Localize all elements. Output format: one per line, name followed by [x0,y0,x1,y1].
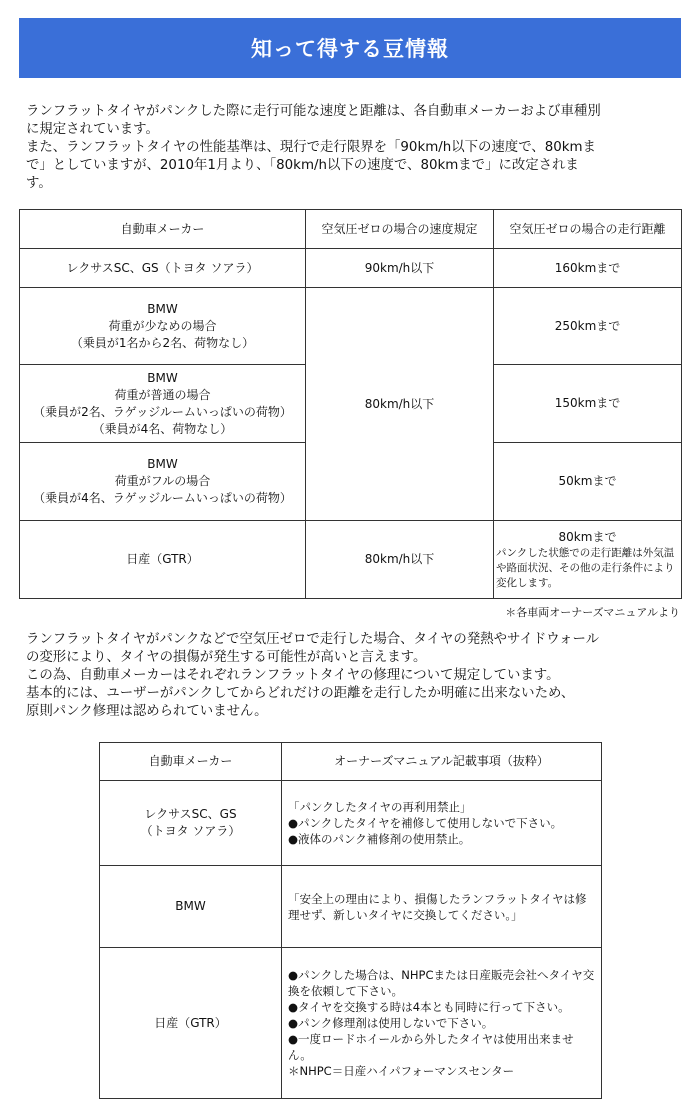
header-speed: 空気圧ゼロの場合の速度規定 [306,210,494,249]
intro-paragraph [26,103,601,193]
maker-line: （トヨタ ソアラ） [140,824,241,838]
intro-line: また、ランフラットタイヤの性能基準は、現行で走行限界を「90km/h以下の速度で、80kmま [26,140,596,155]
header-maker: 自動車メーカー [20,210,306,249]
maker-line: 荷重が普通の場合 [114,387,211,402]
manual-line: ●パンク修理剤は使用しないで下さい。 [288,1016,494,1030]
manual-line: 「安全上の理由により、損傷したランフラットタイヤは修理せず、新しいタイヤに交換してください。」 [288,891,587,922]
distance-cell: 150kmまで [494,365,682,443]
distance-cell: 50kmまで [494,443,682,521]
maker-cell [20,288,306,365]
table-row [20,288,682,365]
table-footnote: ＊各車両オーナーズマニュアルより [505,606,680,619]
manual-line: ●パンクした場合は、NHPCまたは日産販売会社へタイヤ交換を依頼して下さい。 [288,968,595,998]
manual-line: ●タイヤを交換する時は4本とも同時に行って下さい。 [288,1000,570,1014]
body-line: ランフラットタイヤがパンクなどで空気圧ゼロで走行した場合、タイヤの発熱やサイドウォール [26,632,599,647]
header-manual: オーナーズマニュアル記載事項（抜粋） [282,743,602,781]
page-banner [19,18,681,78]
distance-cell [494,521,682,599]
distance-value: 80kmまで [558,529,617,544]
header-maker: 自動車メーカー [100,743,282,781]
manual-line: 「パンクしたタイヤの再利用禁止」 [288,800,472,814]
maker-line: （乗員が4名、ラゲッジルームいっぱいの荷物） [33,491,292,505]
maker-cell: 日産（GTR） [20,521,306,599]
manual-line: ●液体のパンク補修剤の使用禁止。 [288,832,471,846]
intro-line: す。 [26,176,52,191]
maker-line: （乗員が1名から2名、荷物なし） [70,335,255,350]
manual-cell [282,781,602,866]
body-line: この為、自動車メーカーはそれぞれランフラットタイヤの修理について規定しています。 [26,668,560,683]
maker-line: BMW [147,370,178,385]
body-line: の変形により、タイヤの損傷が発生する可能性が高いと言えます。 [26,650,427,665]
manual-cell [282,866,602,948]
intro-line: に規定されています。 [26,122,159,137]
maker-line: BMW [147,457,178,471]
table-row [20,521,682,599]
header-distance: 空気圧ゼロの場合の走行距離 [494,210,682,249]
distance-cell: 160kmまで [494,249,682,288]
speed-cell: 90km/h以下 [306,249,494,288]
intro-line: で」としていますが、2010年1月より、「80km/h以下の速度で、80kmまで」に改定されま [26,158,579,173]
banner-title: 知って得する豆情報 [251,37,449,61]
maker-cell: BMW [100,866,282,948]
table-row [20,249,682,288]
maker-cell [20,365,306,443]
distance-note: パンクした状態での走行距離は外気温や路面状況、その他の走行条件により変化します。 [496,546,675,589]
maker-line: 荷重が少なめの場合 [108,318,217,333]
maker-cell [20,443,306,521]
maker-line: BMW [147,301,178,316]
maker-line: 荷重がフルの場合 [114,474,211,488]
maker-line: （乗員が2名、ラゲッジルームいっぱいの荷物） [33,404,292,419]
manual-line: ●一度ロードホイールから外したタイヤは使用出来ません。 [288,1032,574,1062]
speed-cell: 80km/h以下 [306,521,494,599]
repair-policy-table [99,742,602,1099]
runflat-limit-table [19,209,682,599]
manual-line: ＊NHPC＝日産ハイパフォーマンスセンター [288,1064,515,1078]
body-paragraph [26,631,599,721]
table-row [100,948,602,1099]
speed-cell: 80km/h以下 [306,288,494,521]
table-header-row [100,743,602,781]
table-row [100,781,602,866]
maker-line: レクサスSC、GS [144,807,237,821]
intro-line: ランフラットタイヤがパンクした際に走行可能な速度と距離は、各自動車メーカーおよび車種別 [26,104,601,119]
table-row [100,866,602,948]
maker-cell [100,781,282,866]
table-header-row [20,210,682,249]
body-line: 基本的には、ユーザーがパンクしてからどれだけの距離を走行したか明確に出来ないため、 [26,686,575,701]
body-line: 原則パンク修理は認められていません。 [26,704,268,719]
manual-cell [282,948,602,1099]
manual-line: ●パンクしたタイヤを補修して使用しないで下さい。 [288,816,563,830]
distance-cell: 250kmまで [494,288,682,365]
maker-line: （乗員が4名、荷物なし） [92,421,233,436]
maker-cell: 日産（GTR） [100,948,282,1099]
maker-cell: レクサスSC、GS（トヨタ ソアラ） [20,249,306,288]
